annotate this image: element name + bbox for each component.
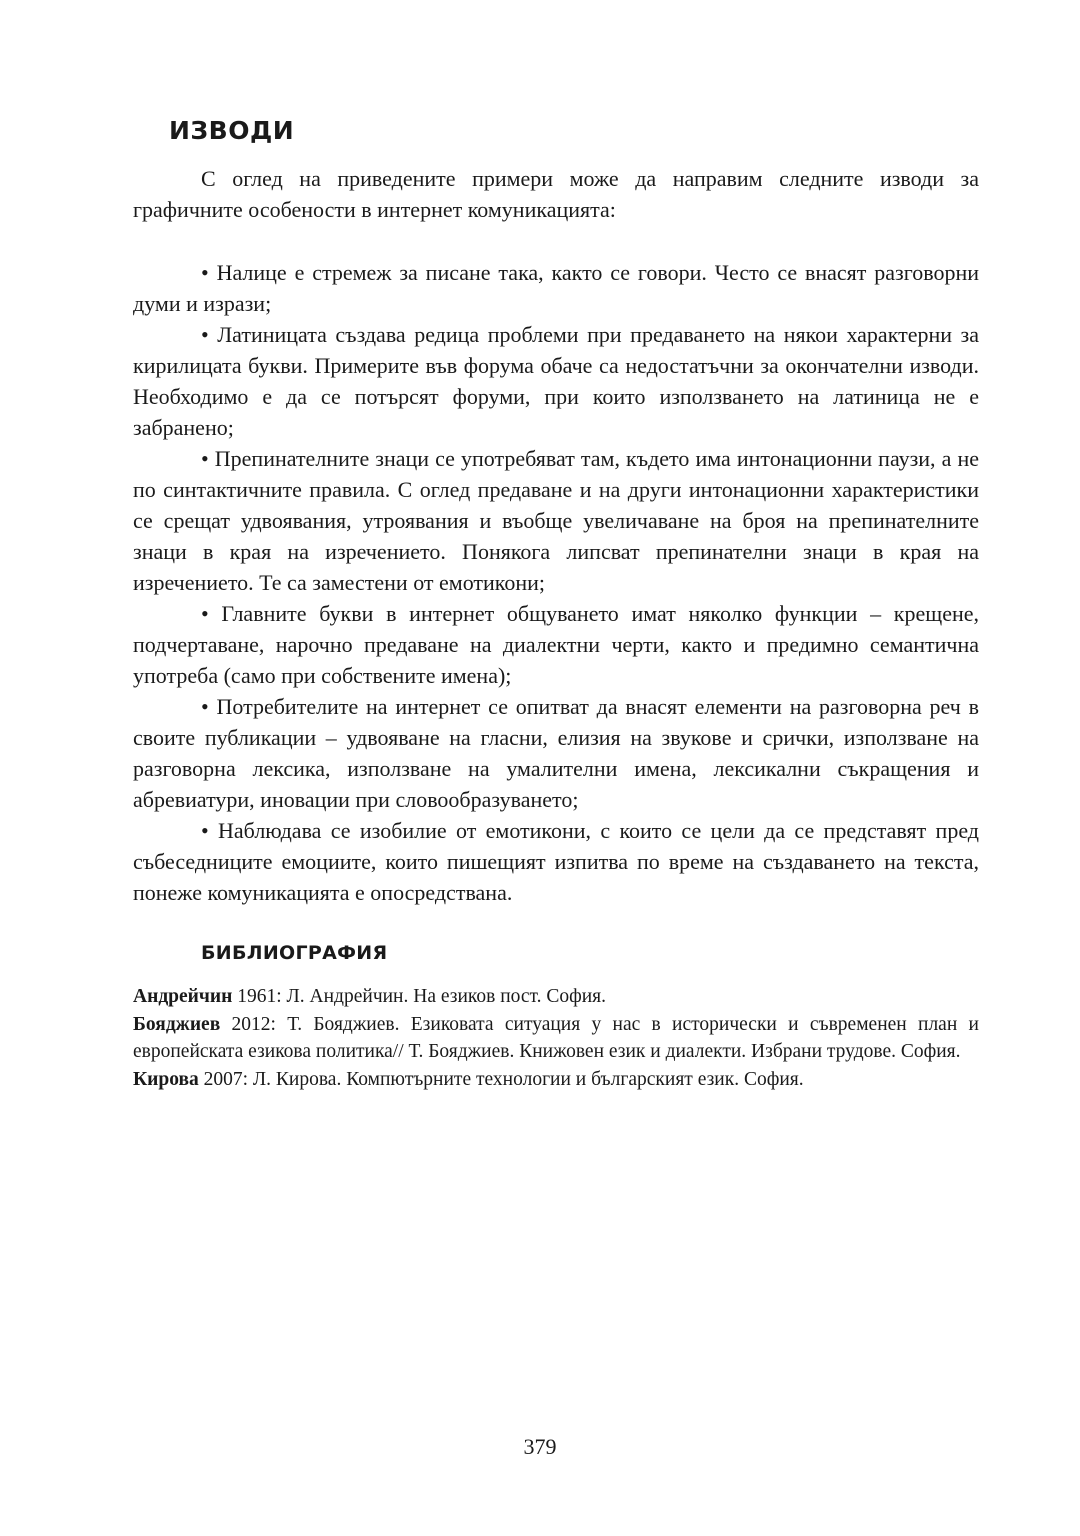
entry-text: 2007: Л. Кирова. Компютърните технологии и българският език. София. — [198, 1068, 804, 1090]
list-item: • Налице е стремеж за писане така, както се говори. Често се внасят разговорни думи и изрази; — [133, 260, 979, 316]
entry-text: 1961: Л. Андрейчин. На езиков пост. София. — [232, 986, 607, 1007]
list-item: • Наблюдава се изобилие от емотикони, с които се цели да се представят пред събеседниците емоциите, които пишещият изпитва по време на създаването на текста, понеже комуникацията е опосредствана. — [133, 818, 979, 905]
entry-text: 2012: Т. Бояджиев. Езиковата ситуация у нас в исторически и съвременен план и европейската езикова политика// Т. Бояджиев. Книжовен език и диалекти. Избрани трудове. София. — [133, 1013, 979, 1062]
list-item: • Главните букви в интернет общуването имат няколко функции – крещене, подчертаване, нарочно предаване на диалектни черти, както и предимно семантична употреба (само при собствените имена); — [133, 601, 979, 688]
bibliography-list — [133, 983, 979, 1093]
list-item: • Препинателните знаци се употребяват там, където има интонационни паузи, а не по синтактичните правила. С оглед предаване и на други интонационни характеристики се срещат удвоявания, утроявания и въобще увеличаване на броя на препинателните знаци в края на изречението. Понякога липсват препинателни знаци в края на изречението. Те са заместени от емотикони; — [133, 446, 979, 595]
page-number: 379 — [523, 1434, 557, 1459]
entry-author: Кирова — [133, 1068, 199, 1090]
intro-paragraph: С оглед на приведените примери може да направим следните изводи за графичните особености в интернет комуникацията: — [133, 166, 979, 222]
bibliography-entry — [133, 983, 979, 1011]
section-heading: ИЗВОДИ — [169, 116, 295, 145]
entry-author: Андрейчин — [133, 986, 233, 1007]
entry-author: Бояджиев — [133, 1013, 221, 1035]
list-item: • Потребителите на интернет се опитват да внасят елементи на разговорна реч в своите публикации – удвояване на гласни, елизия на звукове и срички, използване на разговорна лексика, използване на умалителни имена, лексикални съкращения и абревиатури, иновации при словообразуването; — [133, 694, 979, 812]
conclusions-list — [133, 257, 979, 908]
bibliography-heading: БИБЛИОГРАФИЯ — [201, 942, 388, 964]
bibliography-entry — [133, 1066, 979, 1094]
list-item: • Латиницата създава редица проблеми при предаването на някои характерни за кирилицата букви. Примерите във форума обаче са недостатъчни за окончателни изводи. Необходимо е да се потърсят форуми, при които използването на латиница не е забранено; — [133, 322, 979, 440]
bibliography-entry — [133, 1011, 979, 1066]
